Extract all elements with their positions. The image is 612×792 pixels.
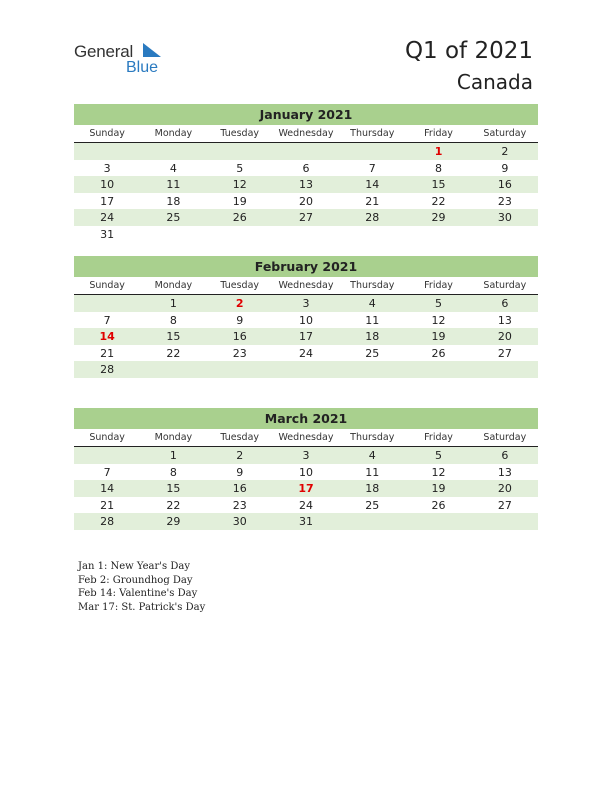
day-cell: 5	[236, 161, 244, 175]
day-cell: 29	[431, 211, 446, 225]
day-cell: 16	[232, 330, 247, 344]
day-cell: 9	[501, 161, 509, 175]
day-cell: 8	[169, 465, 177, 479]
day-cell: 9	[236, 465, 244, 479]
day-cell: 4	[368, 297, 376, 310]
day-cell: 9	[236, 313, 244, 327]
weekday-label: Sunday	[89, 128, 125, 139]
day-cell: 24	[298, 498, 313, 512]
week-row	[74, 143, 538, 160]
day-cell: 8	[169, 313, 177, 327]
day-cell	[339, 143, 405, 160]
day-cell: 6	[302, 161, 310, 175]
day-cell: 12	[431, 313, 446, 327]
logo	[74, 40, 174, 80]
day-cell	[339, 226, 405, 243]
day-cell: 21	[100, 346, 115, 360]
month-header: January 2021	[74, 104, 538, 125]
day-cell	[339, 361, 405, 378]
month-march	[74, 408, 538, 530]
day-cell: 21	[100, 498, 115, 512]
weekday-row	[74, 430, 538, 447]
day-cell	[339, 513, 405, 530]
day-cell: 6	[501, 449, 509, 462]
weekday-label: Wednesday	[278, 280, 334, 291]
day-cell: 7	[103, 465, 111, 479]
day-cell	[472, 361, 538, 378]
day-cell: 4	[368, 449, 376, 462]
day-cell: 6	[501, 297, 509, 310]
weekday-label: Saturday	[483, 432, 527, 443]
day-cell: 11	[365, 313, 380, 327]
day-cell	[140, 361, 206, 378]
day-cell: 4	[169, 161, 177, 175]
page-subtitle: Canada	[456, 70, 533, 94]
day-cell: 13	[298, 178, 313, 192]
holiday-note: Feb 2: Groundhog Day	[78, 574, 193, 586]
day-cell	[140, 226, 206, 243]
day-cell: 26	[431, 346, 446, 360]
week-row	[74, 209, 538, 226]
day-cell: 13	[497, 465, 512, 479]
day-cell: 28	[100, 363, 115, 377]
month-header: March 2021	[74, 408, 538, 429]
day-cell: 15	[431, 178, 446, 192]
weekday-label: Tuesday	[220, 280, 260, 291]
week-row	[74, 295, 538, 312]
day-cell: 11	[166, 178, 181, 192]
day-cell	[273, 143, 339, 160]
day-cell: 19	[232, 194, 247, 208]
week-row	[74, 447, 538, 464]
month-header: February 2021	[74, 256, 538, 277]
day-cell: 30	[497, 211, 512, 225]
day-cell	[74, 143, 140, 160]
day-cell: 28	[365, 211, 380, 225]
day-cell: 20	[298, 194, 313, 208]
month-february	[74, 256, 538, 378]
weekday-label: Saturday	[483, 280, 527, 291]
day-cell: 10	[298, 465, 313, 479]
weekday-row	[74, 278, 538, 295]
day-cell	[207, 226, 273, 243]
day-cell: 20	[497, 482, 512, 496]
week-row	[74, 464, 538, 481]
day-cell	[273, 361, 339, 378]
week-row	[74, 176, 538, 193]
weekday-label: Sunday	[89, 280, 125, 291]
day-cell: 18	[365, 482, 380, 496]
day-cell: 3	[103, 161, 111, 175]
day-cell: 1	[169, 449, 177, 462]
day-cell: 19	[431, 482, 446, 496]
weekday-label: Thursday	[350, 432, 395, 443]
holiday-note: Mar 17: St. Patrick's Day	[78, 601, 206, 613]
day-cell: 31	[100, 227, 115, 241]
day-cell: 26	[431, 498, 446, 512]
weekday-label: Friday	[424, 432, 453, 443]
day-cell: 27	[497, 498, 512, 512]
day-cell: 14	[100, 482, 115, 496]
day-cell	[74, 447, 140, 464]
day-cell	[405, 361, 471, 378]
day-cell	[405, 226, 471, 243]
week-row	[74, 328, 538, 345]
logo-blue-text: Blue	[126, 59, 159, 76]
day-cell: 25	[166, 211, 181, 225]
day-cell	[472, 226, 538, 243]
day-cell: 13	[497, 313, 512, 327]
weekday-label: Monday	[154, 432, 193, 443]
weekday-label: Wednesday	[278, 128, 334, 139]
day-cell	[207, 361, 273, 378]
holiday-notes	[78, 560, 205, 614]
day-cell: 23	[497, 194, 512, 208]
weekday-label: Tuesday	[220, 432, 260, 443]
holiday-note: Jan 1: New Year's Day	[78, 561, 190, 572]
day-cell: 18	[365, 330, 380, 344]
weekday-label: Wednesday	[278, 432, 334, 443]
logo-triangle-icon	[141, 43, 161, 59]
week-row	[74, 345, 538, 362]
day-cell: 23	[232, 498, 247, 512]
day-cell	[472, 513, 538, 530]
week-row	[74, 226, 538, 243]
holiday-day-cell: 2	[235, 297, 244, 310]
holiday-day-cell: 14	[99, 330, 115, 344]
day-cell: 25	[365, 346, 380, 360]
day-cell: 18	[166, 194, 181, 208]
holiday-day-cell: 1	[434, 145, 443, 158]
weekday-label: Tuesday	[220, 128, 260, 139]
day-cell	[405, 513, 471, 530]
day-cell: 20	[497, 330, 512, 344]
day-cell: 15	[166, 482, 181, 496]
day-cell	[74, 295, 140, 312]
day-cell: 19	[431, 330, 446, 344]
day-cell: 22	[166, 498, 181, 512]
day-cell: 12	[232, 178, 247, 192]
day-cell: 8	[435, 161, 443, 175]
day-cell: 3	[302, 449, 310, 462]
day-cell: 7	[368, 161, 376, 175]
day-cell	[207, 143, 273, 160]
day-cell: 14	[365, 178, 380, 192]
day-cell: 10	[100, 178, 115, 192]
weekday-label: Monday	[154, 128, 193, 139]
day-cell: 5	[435, 297, 443, 310]
day-cell: 15	[166, 330, 181, 344]
day-cell: 28	[100, 515, 115, 529]
day-cell: 30	[232, 515, 247, 529]
day-cell: 2	[501, 145, 509, 158]
day-cell: 1	[169, 297, 177, 310]
day-cell: 16	[232, 482, 247, 496]
day-cell	[140, 143, 206, 160]
day-cell: 23	[232, 346, 247, 360]
day-cell: 3	[302, 297, 310, 310]
weekday-label: Friday	[424, 280, 453, 291]
day-cell: 17	[298, 330, 313, 344]
week-row	[74, 513, 538, 530]
week-row	[74, 361, 538, 378]
day-cell: 22	[431, 194, 446, 208]
day-cell: 21	[365, 194, 380, 208]
day-cell: 17	[100, 194, 115, 208]
weekday-label: Friday	[424, 128, 453, 139]
week-row	[74, 312, 538, 329]
week-row	[74, 497, 538, 514]
weekday-label: Thursday	[350, 280, 395, 291]
day-cell: 11	[365, 465, 380, 479]
day-cell: 27	[298, 211, 313, 225]
day-cell: 5	[435, 449, 443, 462]
week-row	[74, 193, 538, 210]
weekday-label: Saturday	[483, 128, 527, 139]
day-cell: 10	[298, 313, 313, 327]
day-cell: 12	[431, 465, 446, 479]
day-cell: 24	[298, 346, 313, 360]
day-cell: 27	[497, 346, 512, 360]
day-cell: 31	[298, 515, 313, 529]
weekday-label: Thursday	[350, 128, 395, 139]
day-cell: 2	[236, 449, 244, 462]
logo-general-text: General	[74, 42, 134, 61]
month-january	[74, 104, 538, 243]
day-cell: 25	[365, 498, 380, 512]
day-cell	[273, 226, 339, 243]
holiday-day-cell: 17	[298, 482, 314, 496]
page-title: Q1 of 2021	[404, 38, 533, 64]
day-cell: 7	[103, 313, 111, 327]
weekday-row	[74, 126, 538, 143]
day-cell: 29	[166, 515, 181, 529]
day-cell: 16	[497, 178, 512, 192]
day-cell: 22	[166, 346, 181, 360]
holiday-note: Feb 14: Valentine's Day	[78, 588, 198, 599]
day-cell: 24	[100, 211, 115, 225]
week-row	[74, 480, 538, 497]
week-row	[74, 160, 538, 177]
weekday-label: Sunday	[89, 432, 125, 443]
day-cell: 26	[232, 211, 247, 225]
weekday-label: Monday	[154, 280, 193, 291]
